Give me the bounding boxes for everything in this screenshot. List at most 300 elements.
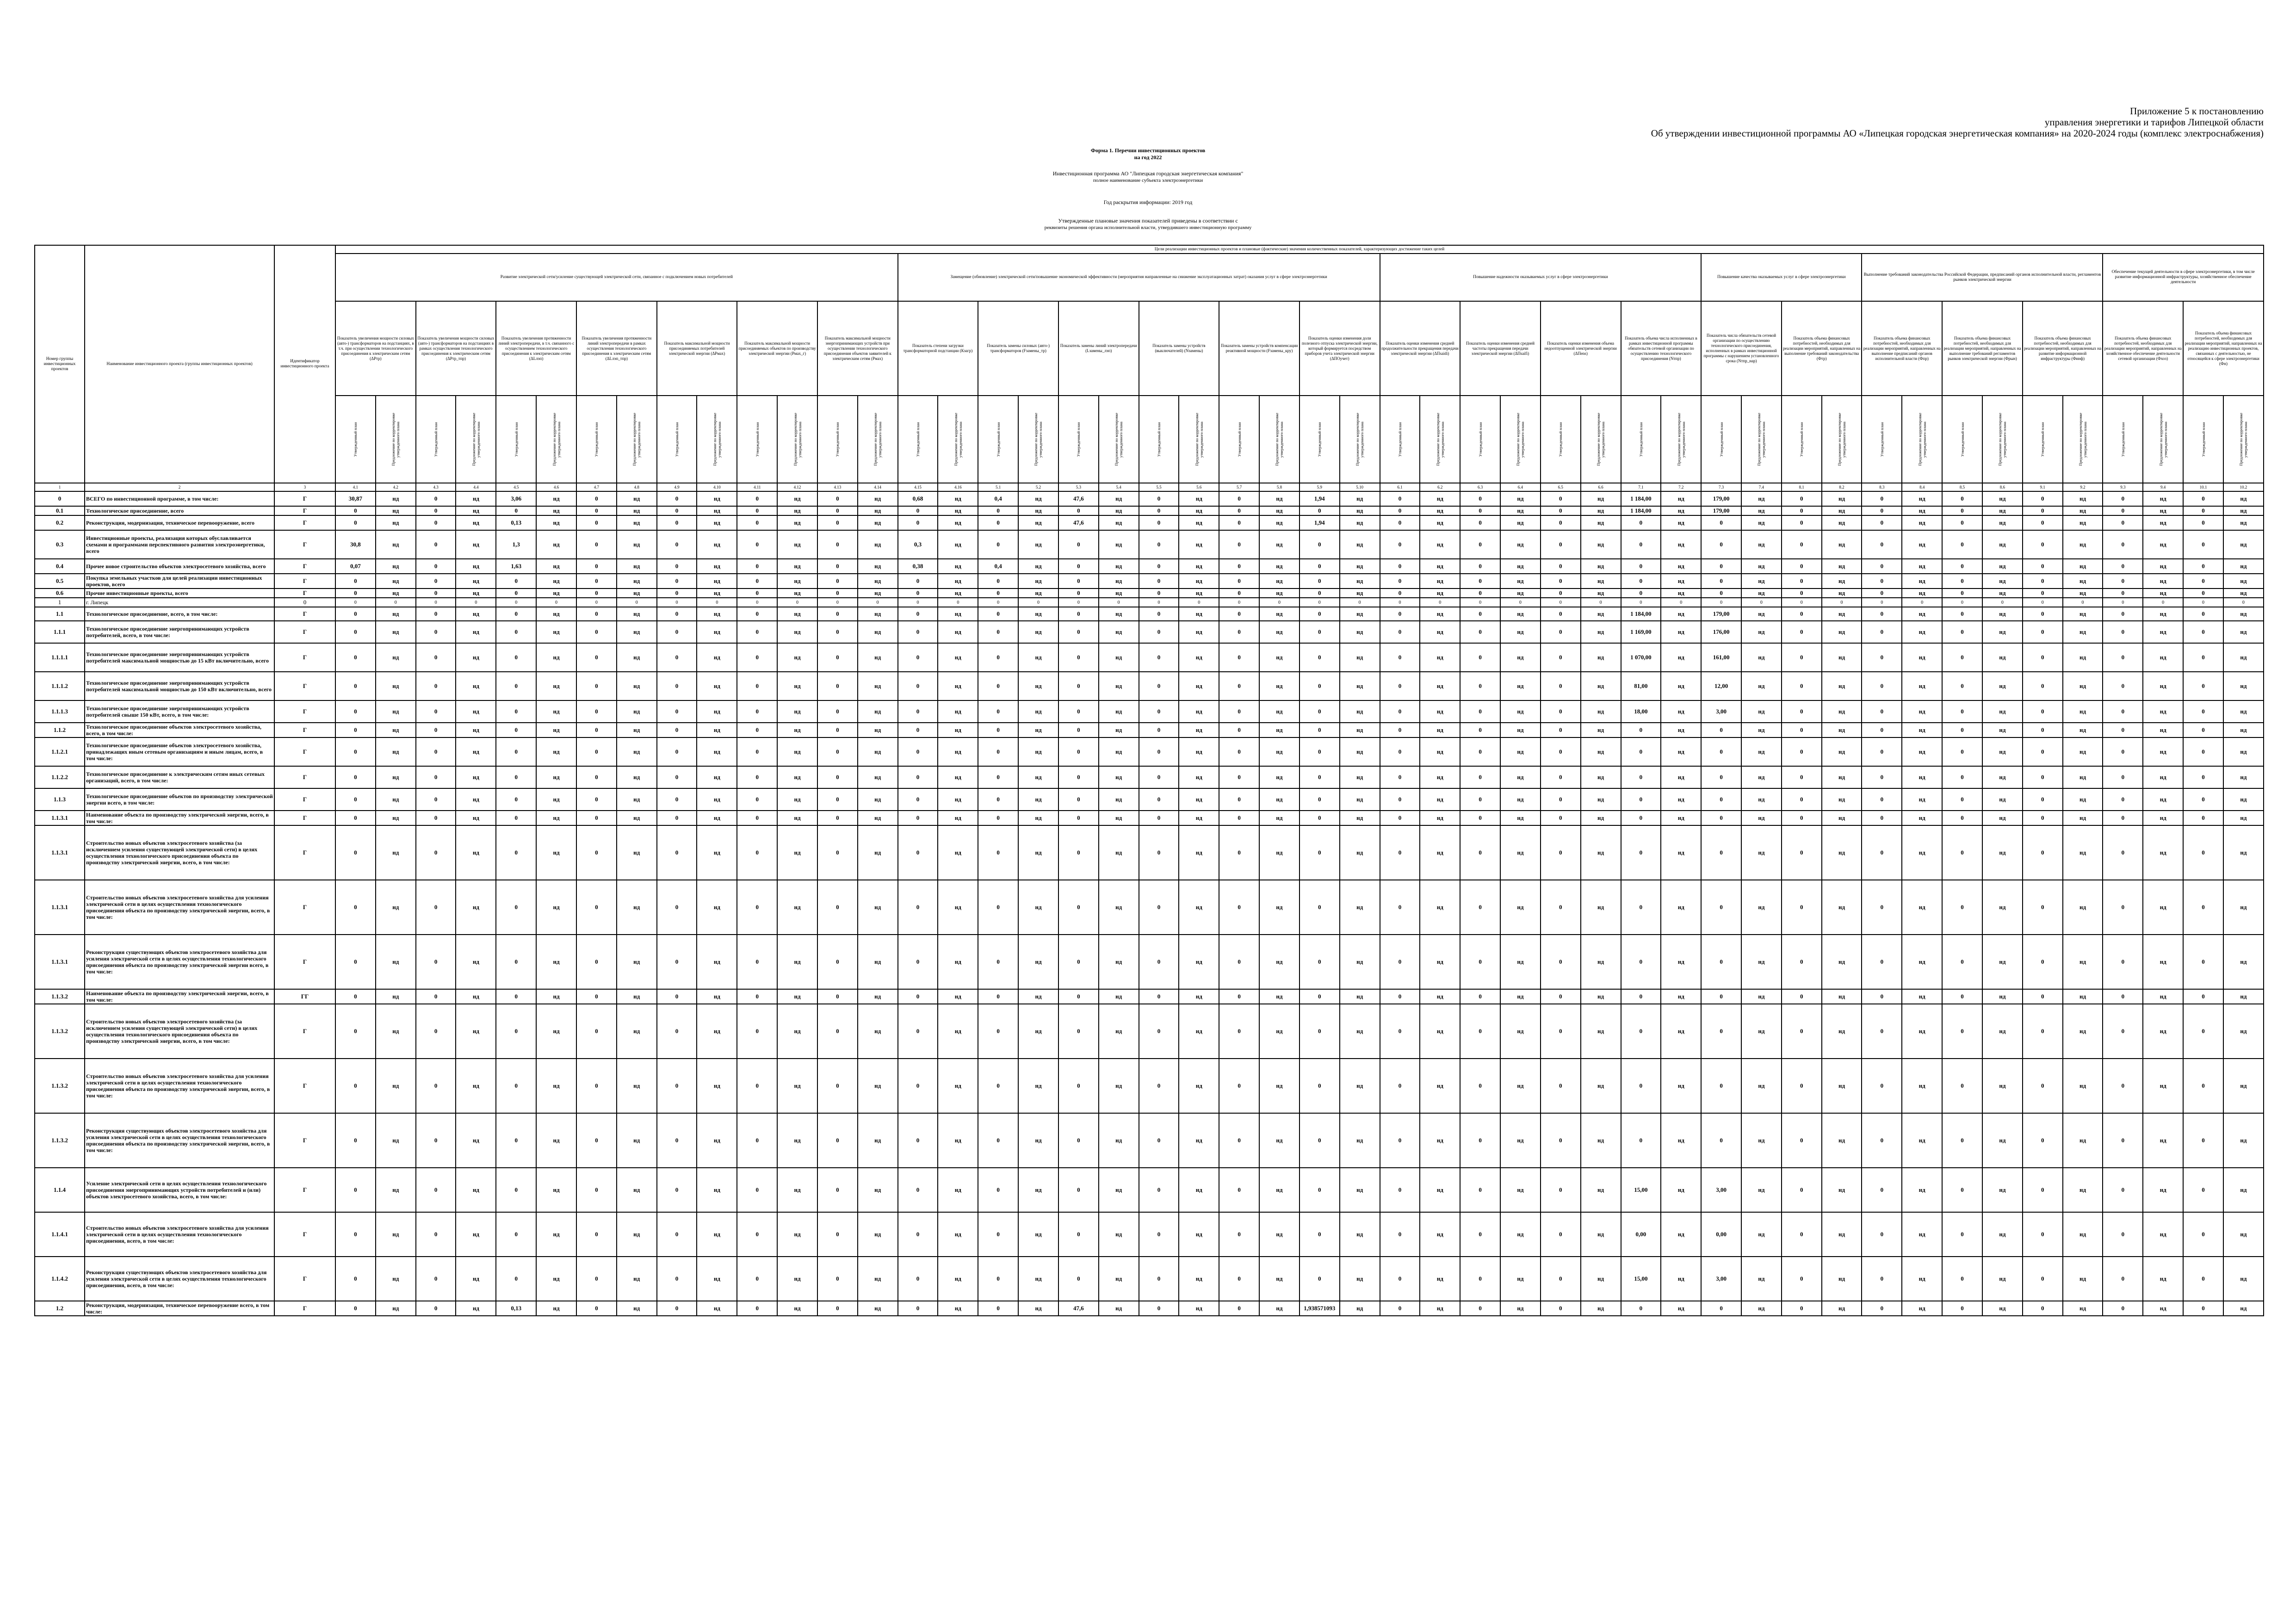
row-value: нд — [1420, 737, 1460, 766]
row-value: 0 — [898, 880, 938, 935]
row-value: нд — [777, 811, 817, 825]
row-value: 0 — [496, 788, 536, 811]
row-value: 0 — [978, 811, 1018, 825]
row-value: 0 — [1621, 989, 1661, 1004]
row-value: 3,00 — [1701, 700, 1741, 723]
row-value: нд — [1982, 811, 2023, 825]
row-value: нд — [1741, 607, 1782, 621]
row-value: нд — [1741, 737, 1782, 766]
row-value: нд — [2223, 766, 2264, 788]
row-value: нд — [777, 766, 817, 788]
table-row — [35, 621, 2264, 643]
row-value: нд — [858, 825, 898, 880]
row-value: нд — [1420, 723, 1460, 737]
row-value: нд — [1500, 588, 1541, 598]
row-value: 0 — [737, 766, 777, 788]
row-value: 0 — [2183, 598, 2223, 607]
row-value: нд — [456, 723, 496, 737]
table-row — [35, 559, 2264, 574]
row-value: 0 — [1862, 1168, 1902, 1212]
row-value: нд — [1661, 935, 1701, 989]
row-value: нд — [1179, 1212, 1219, 1257]
row-value: нд — [1982, 935, 2023, 989]
row-value: нд — [2143, 559, 2183, 574]
header-indicator-15: Показатель оценки изменения средней частоты прекращения передачи электрической энергии (ΔПsaifi) — [1460, 301, 1541, 396]
row-value: нд — [1982, 588, 2023, 598]
row-value: 0 — [898, 574, 938, 588]
row-value: 0 — [496, 1004, 536, 1059]
header-plan — [496, 396, 536, 483]
row-name: Прочие инвестиционные проекты, всего — [85, 588, 274, 598]
header-indicator-16: Показатель оценки изменения объема недоотпущенной электрической энергии (ΔПens) — [1541, 301, 1621, 396]
row-value: нд — [1018, 737, 1058, 766]
row-value: нд — [456, 1212, 496, 1257]
title-block — [0, 147, 2296, 161]
row-value: нд — [456, 811, 496, 825]
row-value: 0 — [1782, 880, 1822, 935]
row-value: нд — [1420, 621, 1460, 643]
row-value: нд — [2223, 935, 2264, 989]
row-value: 0 — [1460, 825, 1500, 880]
row-value: нд — [2223, 788, 2264, 811]
row-name: Технологическое присоединение к электрическим сетям иных сетевых организаций, всего, в том числе: — [85, 766, 274, 788]
row-value: нд — [1259, 588, 1300, 598]
column-number: 5.2 — [1018, 483, 1058, 491]
row-value: 0 — [2103, 788, 2143, 811]
row-value: 0 — [576, 574, 617, 588]
row-value: нд — [617, 506, 657, 515]
row-value: 0 — [657, 935, 697, 989]
row-value: нд — [1581, 506, 1621, 515]
header-group-3: Повышение надежности оказываемых услуг в сфере электроэнергетики — [1380, 254, 1702, 301]
row-value: нд — [1822, 491, 1862, 506]
row-value: 0 — [1621, 530, 1661, 559]
row-value: нд — [1420, 588, 1460, 598]
row-value: 0 — [1380, 574, 1420, 588]
row-value: 0 — [1460, 515, 1500, 530]
row-value: нд — [697, 491, 737, 506]
row-value: нд — [2063, 1059, 2103, 1113]
column-number: 5.1 — [978, 483, 1018, 491]
row-name: Технологическое присоединение объектов электросетевого хозяйства, принадлежащих иным сетевым организациям и иным лицам, всего, в том числе: — [85, 737, 274, 766]
row-value: 0 — [1862, 530, 1902, 559]
row-value: нд — [1902, 672, 1942, 700]
row-value: 0 — [576, 588, 617, 598]
row-value: 0 — [898, 1004, 938, 1059]
row-value: 0 — [2023, 1168, 2063, 1212]
header-plan-text: Утвержденный план — [1156, 422, 1161, 457]
header-plan — [1942, 396, 1982, 483]
row-value: нд — [1982, 1059, 2023, 1113]
row-value: 0 — [817, 1301, 858, 1316]
row-id: Г — [274, 880, 335, 935]
header-forecast — [1581, 396, 1621, 483]
row-value: 0 — [737, 723, 777, 737]
row-value: нд — [1581, 700, 1621, 723]
row-value: 0 — [1862, 491, 1902, 506]
row-value: нд — [2223, 588, 2264, 598]
row-value: 0 — [657, 1168, 697, 1212]
row-value: 0 — [1942, 588, 1982, 598]
row-value: 0 — [938, 598, 978, 607]
table-row — [35, 574, 2264, 588]
header-plan — [2183, 396, 2223, 483]
row-value: 0 — [1380, 607, 1420, 621]
row-value: нд — [858, 559, 898, 574]
row-value: 0 — [657, 1257, 697, 1301]
row-id: Г — [274, 607, 335, 621]
row-value: 0 — [898, 1257, 938, 1301]
row-value: нд — [2063, 989, 2103, 1004]
row-value: 0 — [1701, 1113, 1741, 1168]
row-value: нд — [1259, 559, 1300, 574]
row-value: нд — [1500, 737, 1541, 766]
column-number: 8.6 — [1982, 483, 2023, 491]
header-indicator-11: Показатель замены устройств (выключателей) (Nзамены) — [1139, 301, 1219, 396]
row-value: нд — [1982, 672, 2023, 700]
row-id: Г — [274, 1301, 335, 1316]
row-value: 0 — [737, 880, 777, 935]
row-value: 1,94 — [1300, 515, 1340, 530]
column-number: 9.4 — [2143, 483, 2183, 491]
row-value: нд — [1179, 1113, 1219, 1168]
row-value: нд — [2063, 788, 2103, 811]
column-number: 5.3 — [1058, 483, 1099, 491]
header-forecast-text: Предложение по корректировке утвержденного плана — [873, 413, 883, 466]
row-value: 0 — [1300, 811, 1340, 825]
row-value: нд — [777, 1113, 817, 1168]
row-value: нд — [777, 621, 817, 643]
row-value: нд — [1661, 559, 1701, 574]
row-value: нд — [1018, 880, 1058, 935]
row-value: 15,00 — [1621, 1257, 1661, 1301]
column-number: 8.3 — [1862, 483, 1902, 491]
row-value: нд — [1982, 559, 2023, 574]
row-value: 0 — [1942, 491, 1982, 506]
row-value: нд — [1500, 559, 1541, 574]
row-value: 0 — [1541, 989, 1581, 1004]
row-value: нд — [1179, 1301, 1219, 1316]
row-number: 1.1.1.1 — [35, 643, 85, 672]
row-value: нд — [376, 1257, 416, 1301]
row-value: нд — [2063, 588, 2103, 598]
row-value: 0 — [1300, 574, 1340, 588]
column-number: 4.15 — [898, 483, 938, 491]
table-row — [35, 588, 2264, 598]
row-value: 0 — [335, 935, 376, 989]
row-value: 0 — [657, 1059, 697, 1113]
row-name: Наименование объекта по производству электрической энергии, всего, в том числе: — [85, 811, 274, 825]
row-number: 0.2 — [35, 515, 85, 530]
row-value: нд — [2063, 491, 2103, 506]
row-name: Реконструкция, модернизация, техническое перевооружение, всего — [85, 515, 274, 530]
row-value: нд — [1018, 1004, 1058, 1059]
row-value: нд — [1179, 506, 1219, 515]
row-value: нд — [1661, 574, 1701, 588]
row-value: 0 — [1862, 643, 1902, 672]
row-value: 0 — [576, 491, 617, 506]
row-value: 0 — [898, 598, 938, 607]
row-value: нд — [376, 530, 416, 559]
row-value: 0 — [1300, 672, 1340, 700]
row-value: нд — [1500, 1257, 1541, 1301]
row-value: нд — [1500, 1301, 1541, 1316]
row-value: нд — [1420, 1113, 1460, 1168]
row-value: 0 — [1862, 825, 1902, 880]
row-value: нд — [1259, 506, 1300, 515]
row-value: 0 — [1300, 506, 1340, 515]
row-value: 0 — [2023, 766, 2063, 788]
row-number: 1.1.3.1 — [35, 880, 85, 935]
row-value: 0 — [1058, 1168, 1099, 1212]
row-value: нд — [536, 700, 576, 723]
row-value: нд — [1099, 811, 1139, 825]
row-value: нд — [1741, 491, 1782, 506]
row-value: нд — [2063, 530, 2103, 559]
row-value: нд — [2143, 1257, 2183, 1301]
row-value: нд — [376, 515, 416, 530]
row-value: нд — [777, 737, 817, 766]
row-value: нд — [1340, 643, 1380, 672]
row-value: нд — [1581, 1301, 1621, 1316]
row-value: 0 — [1862, 588, 1902, 598]
row-value: нд — [1822, 935, 1862, 989]
header-forecast-text: Предложение по корректировке утвержденного плана — [632, 413, 642, 466]
row-value: нд — [1099, 737, 1139, 766]
row-value: нд — [536, 1301, 576, 1316]
row-value: нд — [1661, 737, 1701, 766]
row-value: нд — [2063, 737, 2103, 766]
row-value: нд — [858, 788, 898, 811]
row-value: 0 — [576, 811, 617, 825]
row-value: 0 — [657, 607, 697, 621]
table-row — [35, 491, 2264, 506]
row-value: 0,3 — [898, 530, 938, 559]
row-value: нд — [2223, 491, 2264, 506]
row-value: 0 — [416, 621, 456, 643]
header-indicator-9: Показатель замены силовых (авто-) трансформаторов (Fзамены_тр) — [978, 301, 1058, 396]
row-value: 0 — [496, 811, 536, 825]
row-value: 0 — [1219, 989, 1259, 1004]
row-value: 0 — [335, 723, 376, 737]
row-value: 0 — [978, 515, 1018, 530]
row-value: нд — [456, 559, 496, 574]
row-value: нд — [617, 1059, 657, 1113]
row-value: 0 — [1058, 598, 1099, 607]
row-value: нд — [1179, 559, 1219, 574]
row-value: нд — [1018, 811, 1058, 825]
row-value: нд — [2223, 1301, 2264, 1316]
row-value: 0 — [898, 515, 938, 530]
row-value: 0 — [817, 506, 858, 515]
row-value: нд — [938, 1168, 978, 1212]
row-value: нд — [617, 723, 657, 737]
row-value: нд — [858, 1004, 898, 1059]
row-value: нд — [858, 574, 898, 588]
row-value: 0 — [1300, 598, 1340, 607]
row-value: 0 — [416, 1113, 456, 1168]
header-goals: Цели реализации инвестиционных проектов и плановые (фактические) значения количественных показателей, характеризующих достижение таких целей — [335, 245, 2264, 254]
row-value: нд — [536, 530, 576, 559]
row-value: 0 — [1541, 1004, 1581, 1059]
row-value: 0 — [1219, 880, 1259, 935]
row-value: нд — [1340, 766, 1380, 788]
row-value: 0 — [1942, 880, 1982, 935]
row-value: нд — [1902, 559, 1942, 574]
row-value: 0 — [1139, 621, 1179, 643]
row-value: 0 — [817, 880, 858, 935]
row-value: нд — [1661, 588, 1701, 598]
row-value: нд — [2223, 530, 2264, 559]
table-row — [35, 825, 2264, 880]
row-value: 0 — [496, 1257, 536, 1301]
row-value: 0 — [1139, 1059, 1179, 1113]
row-value: 0 — [737, 588, 777, 598]
row-value: 0 — [2023, 506, 2063, 515]
row-value: нд — [1099, 1212, 1139, 1257]
row-value: нд — [858, 1301, 898, 1316]
row-id: Г — [274, 559, 335, 574]
row-value: нд — [1741, 559, 1782, 574]
row-value: 0 — [1219, 588, 1259, 598]
row-value: 0 — [2023, 643, 2063, 672]
row-value: 0 — [576, 559, 617, 574]
row-value: нд — [1902, 1004, 1942, 1059]
header-forecast — [456, 396, 496, 483]
row-value: 0 — [1300, 766, 1340, 788]
row-value: 0 — [817, 621, 858, 643]
row-id: Г — [274, 825, 335, 880]
row-value: 0 — [2103, 621, 2143, 643]
row-value: 0 — [1300, 621, 1340, 643]
row-value: нд — [2223, 506, 2264, 515]
header-plan — [657, 396, 697, 483]
row-value: нд — [1902, 723, 1942, 737]
row-value: 0 — [817, 788, 858, 811]
row-value: нд — [1822, 1113, 1862, 1168]
row-value: нд — [938, 1113, 978, 1168]
row-value: нд — [1661, 1301, 1701, 1316]
row-value: нд — [617, 530, 657, 559]
row-value: нд — [536, 574, 576, 588]
row-value: нд — [1661, 723, 1701, 737]
row-value: 0 — [657, 588, 697, 598]
row-value: нд — [938, 515, 978, 530]
row-value: 0 — [2103, 598, 2143, 607]
row-value: 0 — [576, 1004, 617, 1059]
row-value: нд — [1982, 825, 2023, 880]
row-value: 0 — [657, 1212, 697, 1257]
row-value: нд — [2143, 1059, 2183, 1113]
row-value: нд — [376, 1059, 416, 1113]
row-value: 0 — [416, 788, 456, 811]
row-name: Реконструкция существующих объектов электросетевого хозяйства для усиления электрической сети в целях осуществления технологического присоединения, всего, в том числе: — [85, 1257, 274, 1301]
row-value: нд — [1099, 643, 1139, 672]
row-value: 0 — [2103, 588, 2143, 598]
row-value: нд — [1581, 1004, 1621, 1059]
row-number: 1.1.3.1 — [35, 811, 85, 825]
row-value: 0 — [1139, 737, 1179, 766]
row-value: нд — [938, 491, 978, 506]
row-value: 0 — [2183, 788, 2223, 811]
row-value: нд — [456, 1168, 496, 1212]
row-value: нд — [697, 559, 737, 574]
row-value: 0 — [1782, 723, 1822, 737]
row-value: 0 — [1460, 588, 1500, 598]
row-value: 0 — [1380, 1168, 1420, 1212]
row-value: нд — [1822, 788, 1862, 811]
column-number: 6.2 — [1420, 483, 1460, 491]
row-value: 0 — [657, 672, 697, 700]
row-value: нд — [2143, 788, 2183, 811]
row-number: 0.4 — [35, 559, 85, 574]
header-indicator-8: Показатель степени загрузки трансформаторной подстанции (Кзагр) — [898, 301, 978, 396]
row-value: нд — [1982, 737, 2023, 766]
row-value: 0 — [1139, 491, 1179, 506]
row-value: 0 — [817, 989, 858, 1004]
header-forecast — [2143, 396, 2183, 483]
row-value: нд — [1420, 559, 1460, 574]
row-value: 0 — [1701, 574, 1741, 588]
row-value: нд — [1500, 574, 1541, 588]
row-value: 0 — [657, 700, 697, 723]
row-value: нд — [1982, 1257, 2023, 1301]
row-value: 0 — [496, 989, 536, 1004]
row-value: 0 — [1701, 530, 1741, 559]
row-number: 0.5 — [35, 574, 85, 588]
row-value: 0 — [1621, 880, 1661, 935]
header-project-name: Наименование инвестиционного проекта (группы инвестиционных проектов) — [85, 245, 274, 483]
row-value: 0 — [1782, 1004, 1822, 1059]
row-value: 0 — [1782, 515, 1822, 530]
row-name: Технологическое присоединение энергопринимающих устройств потребителей свыше 150 кВт, всего, в том числе: — [85, 700, 274, 723]
row-value: нд — [2063, 1301, 2103, 1316]
row-value: нд — [1661, 788, 1701, 811]
row-value: 0 — [2023, 1004, 2063, 1059]
row-value: 0 — [1942, 574, 1982, 588]
row-value: 0 — [2023, 723, 2063, 737]
row-value: нд — [1661, 621, 1701, 643]
row-value: 0 — [1701, 935, 1741, 989]
row-value: 0 — [1219, 506, 1259, 515]
row-value: 0 — [737, 788, 777, 811]
row-value: нд — [1340, 935, 1380, 989]
table-row — [35, 1059, 2264, 1113]
row-value: нд — [376, 559, 416, 574]
row-value: 0 — [1541, 737, 1581, 766]
row-value: 0 — [1058, 825, 1099, 880]
row-value: 0 — [1621, 737, 1661, 766]
row-value: нд — [1259, 1113, 1300, 1168]
row-value: 0 — [1139, 1004, 1179, 1059]
row-value: нд — [938, 1004, 978, 1059]
row-value: 0 — [737, 1004, 777, 1059]
row-value: нд — [777, 574, 817, 588]
row-value: нд — [1179, 1059, 1219, 1113]
row-value: 0 — [978, 1168, 1018, 1212]
row-name: Технологическое присоединение объектов по производству электрической энергии всего, в том числе: — [85, 788, 274, 811]
row-value: 0 — [2023, 574, 2063, 588]
header-indicator-14: Показатель оценки изменения средней продолжительности прекращения передачи электрической энергии (ΔПsaidi) — [1380, 301, 1461, 396]
row-value: 0 — [1541, 672, 1581, 700]
row-value: 0 — [898, 766, 938, 788]
table-row — [35, 788, 2264, 811]
header-plan-text: Утвержденный план — [594, 422, 599, 457]
row-value: нд — [1661, 1113, 1701, 1168]
row-value: 0 — [657, 825, 697, 880]
row-value: 0 — [1862, 880, 1902, 935]
row-value: нд — [617, 935, 657, 989]
